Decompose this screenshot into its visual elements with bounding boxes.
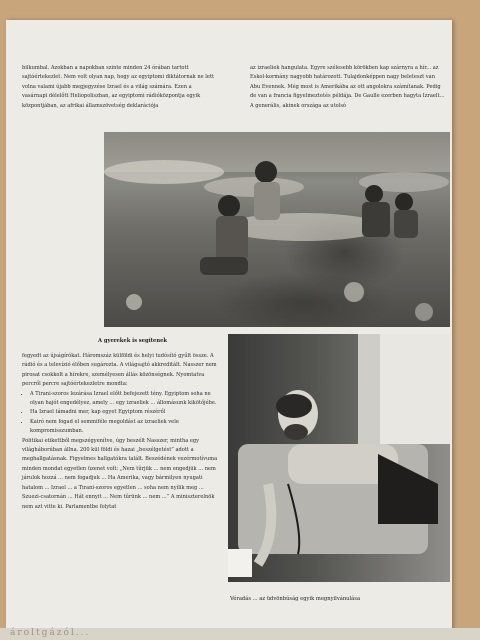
article-column-top-left xyxy=(22,64,218,111)
paragraph: az izraeliek hangulata. Egyre szélesebb körökben kap szárnyra a hír... az Eskol-kormány nagyobb határozott. Tulajdonképpen nagy beleteszt van Abu Evennek. Még most is Amerikába az ott angolokra számítanak. Pedig de van a francia figyelmeztetés példája. De Gaulle ezerben hagyta Izraelt... A generális, akinek országa az utolsó xyxy=(250,65,445,109)
photo-illustration xyxy=(228,334,450,582)
paragraph: bilkumbal. Azokban a napokban szinte minden 24 órában tartott sajtóértekezlet. Nem volt olyan nap, hogy az egyiptomi diktátornak ne lett volna valami újabb megjegyzése Izrael és a világ számára. Ezen a vasárnapi délelőtt Heliopoliszban, az egyiptomi rádióközpontja egyik központjában, az afrikai államszövetség deklarációja xyxy=(22,65,215,109)
paragraph: fegyedt az újságírókat. Háromszáz külföldi és helyi tudósító gyűlt össze. A rádió és a televízió élőben sugározta. A világsajtó akkreditált. Nasszer nem pirosat csokkolt a hírekre, személyesen állás közönségnek. Nyomtatva percről percre sajtóértekezletre mondta: xyxy=(22,353,217,388)
photo-blood-donation xyxy=(228,334,450,582)
bullet-item: • Ha Izrael támadni mer, kap egyet Egyiptom részéről xyxy=(30,408,218,417)
photo-caption: Véradás ... az üdvönbúság egyik megnyilvánulása xyxy=(230,596,361,602)
paragraph: Politikai etikettből megszégyenítve, úgy beszélt Nasszer, mintha egy világháborúban állna. 200 kül földi és hazai „beszélgetést” adott a meghallgatásnak. Figyelmes hallgatókra talált. Beszédének vezérmotívuma minden mondat egyetlen üzenet volt: „Nem tűrjük ... nem engedjük ... nem járulok hozzá ... nem fogadjuk ... Ha Amerika, vagy bármilyen nyugati hatalom ... Izrael ... a Tirani-szoros egyetlen ... soha nem nyílik meg ... Szuezi-csatornán ... Hát ennyit ... Nem tűrünk ... nem ...” A miniszterelnök nem azt vitte ki. Parlamentbe folytat xyxy=(22,437,218,510)
photo-caption: A gyerekek is segítenek xyxy=(98,338,167,344)
bottom-strip-text: ároltgázól... xyxy=(0,628,480,640)
magazine-page xyxy=(6,20,452,640)
article-column-top-right xyxy=(250,64,446,111)
bullet-item: • A Tirani-szoros lezárása Izrael előtt befejezett tény. Egyiptom soha ne olyan hajót engedélyez, amely ... egy izraeliek ... állomásunk kikötőjébe. xyxy=(30,390,218,409)
photo-children-working xyxy=(104,132,450,327)
article-column-bottom-left xyxy=(22,352,218,512)
photo-illustration xyxy=(104,132,450,327)
bullet-list xyxy=(22,390,218,437)
bullet-item: • Kairó nem fogad el semmiféle megoldást az izraeliek vele kompromisszumban. xyxy=(30,418,218,437)
